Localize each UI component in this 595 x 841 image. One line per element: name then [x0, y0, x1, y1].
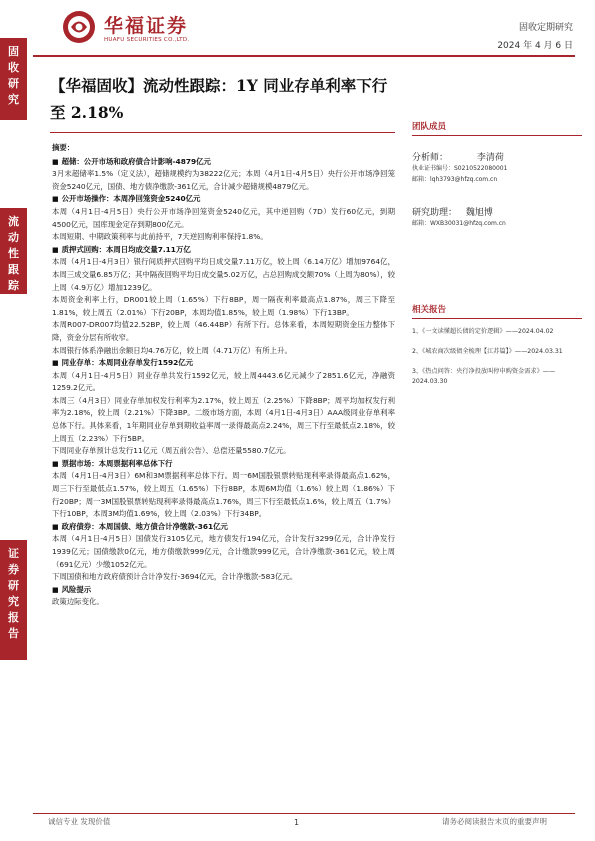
- sidebar-char: 流: [8, 215, 19, 228]
- report-date: 2024 年 4 月 6 日: [497, 41, 573, 51]
- assistant-role: 研究助理：: [412, 208, 458, 218]
- sidebar-tag-fixed-income: [0, 38, 27, 120]
- sidebar-char: 性: [8, 247, 19, 260]
- section-body: 本周（4月1日-4月3日）6M和3M票据利率总体下行。周一6M国股银票转贴现利率录得最高点1.62%，周三下行至最低点1.57%，较上周五（1.65%）下行8BP，本周6M均值（1.6%）较上周（1.86%）下行20BP；周一3M国股银票转贴现利率录得最高点1.76%，周三下行至最低点1.6%，较上周五（1.7%）下行10BP，本周3M均值1.69%，较上周（2.03%）下行34BP。: [52, 471, 395, 519]
- header-divider: [33, 55, 575, 57]
- assistant-name: 魏旭博: [465, 208, 493, 218]
- assistant-email[interactable]: 邮箱：WXB30031@hfzq.com.cn: [412, 220, 506, 227]
- bullet-icon: ■: [52, 522, 59, 531]
- section-body: 本周（4月1日-4月5日）同业存单共发行1592亿元，较上周4443.6亿元减少了2851.6亿元，净融资1259.2亿元。 本周三（4月3日）同业存单加权发行利率为2.17%，较上周五（2.25%）下降8BP；周平均加权发行利率为2.18%，较上周（2.21%）下降3BP。二级市场方面，本周（4月1日-4月3日）AAA级同业存单利率总体下行。具体来看，1年期同业存单到期收益率周一录得最高点2.24%，周三下行至最低点2.18%，较上周五（2.23%）下行5BP。 下周同业存单预计总发行11亿元（周五前公告）、总偿还量5580.7亿元。: [52, 370, 395, 456]
- right-column: [412, 120, 582, 387]
- analyst-cert: 执业证书编号：S0210522080001: [412, 165, 508, 172]
- section-heading: [52, 357, 395, 370]
- section-body: 本周（4月1日-4月5日）央行公开市场净回笼资金5240亿元，其中逆回购（7D）发行60亿元，到期4500亿元，国库现金定存到期800亿元。 本周短期、中期政策利率与此前持平，7天逆回购利率保持1.8%。: [52, 206, 395, 242]
- abstract-body: [52, 142, 395, 609]
- brand-name-cn: 华福证券: [104, 15, 189, 37]
- related-report-link[interactable]: 3、《热点问答：央行净投放叫停申购资金需求》——2024.03.30: [412, 368, 556, 385]
- sidebar-char: 究: [8, 93, 19, 106]
- logo-mark-icon: [62, 10, 96, 44]
- bullet-icon: ■: [52, 195, 59, 204]
- team-header: 团队成员: [412, 120, 582, 136]
- section-heading: [52, 244, 395, 257]
- section-heading-text: 超储：公开市场和政府债合计影响-4879亿元: [61, 156, 211, 166]
- sidebar-tag-liquidity: [0, 208, 27, 294]
- section-heading: [52, 521, 395, 534]
- section-body: 本周（4月1日-4月3日）银行间质押式回购平均日成交量7.11万亿，较上周（6.14万亿）增加9764亿，本周三成交量6.85万亿；其中隔夜回购平均日成交量5.02万亿，占总回购成交额70%（上周为80%），较上周（4.9万亿）增加1239亿。 本周资金利率上行，DR001较上周（1.65%）下行8BP，周一隔夜利率最高点1.87%，周三下降至1.81%，较上周五（2.01%）下行20BP，本周均值1.85%，较上周（1.98%）下行13BP。 本周R007-DR007均值22.52BP，较上周（46.44BP）有所下行。总体来看，本周短期资金压力整体下降，资金分层有所收窄。 本周银行体系净融出余额日均4.76万亿，较上周（4.71万亿）有所上升。: [52, 257, 395, 355]
- assistant-row: [412, 205, 582, 218]
- sidebar-char: 告: [8, 627, 19, 640]
- title-divider: [50, 132, 395, 133]
- sidebar-char: 研: [8, 579, 19, 592]
- page-title: 【华福固收】流动性跟踪：1Y 同业存单利率下行至 2.18%: [50, 76, 388, 122]
- sidebar-char: 固: [8, 45, 19, 58]
- bullet-icon: ■: [52, 359, 59, 368]
- section-heading: [52, 458, 395, 471]
- bullet-icon: ■: [52, 585, 59, 594]
- abstract-label: 摘要：: [52, 143, 75, 152]
- section-heading-text: 质押式回购：本周日均成交量7.11万亿: [61, 244, 191, 254]
- brand-logo: [62, 8, 212, 56]
- sidebar-char: 究: [8, 595, 19, 608]
- section-heading-text: 公开市场操作：本周净回笼资金5240亿元: [61, 194, 201, 204]
- section-heading-text: 同业存单：本周同业存单发行1592亿元: [61, 358, 194, 368]
- report-type: 固收定期研究: [518, 23, 573, 33]
- footer-disclaimer: 请务必阅读报告末页的重要声明: [442, 817, 547, 826]
- sidebar-char: 证: [8, 547, 19, 560]
- sidebar-char: 动: [8, 231, 19, 244]
- related-report-link[interactable]: 2、《城农商次级债全梳理【江苏篇】》——2024.03.31: [412, 348, 563, 355]
- section-heading: [52, 193, 395, 206]
- section-heading: [52, 156, 395, 169]
- bullet-icon: ■: [52, 245, 59, 254]
- footer-divider: [33, 813, 575, 814]
- section-heading-text: 政府债券：本周国债、地方债合计净缴款-361亿元: [61, 521, 228, 531]
- section-body: 政策边际变化。: [52, 597, 104, 607]
- analyst-email[interactable]: 邮箱：lqh3793@hfzq.com.cn: [412, 176, 498, 183]
- sidebar-char: 研: [8, 77, 19, 90]
- sidebar-char: 收: [8, 61, 19, 74]
- related-header: 相关报告: [412, 303, 582, 319]
- sidebar-char: 跟: [8, 263, 19, 276]
- brand-name-en: HUAFU SECURITIES CO.,LTD.: [104, 37, 190, 43]
- page-number: 1: [294, 818, 300, 827]
- footer-slogan: 诚信专业 发现价值: [48, 817, 111, 826]
- section-heading: [52, 584, 395, 597]
- sidebar-char: 券: [8, 563, 19, 576]
- related-report-link[interactable]: 1、《一文读懂超长债的定价逻辑》——2024.04.02: [412, 328, 554, 335]
- section-heading-text: 票据市场：本周票据利率总体下行: [61, 458, 173, 468]
- analyst-name: 李清荷: [476, 153, 504, 163]
- sidebar-char: 踪: [8, 279, 19, 292]
- section-body: 3月末超储率1.5%（定义法），超储规模约为38222亿元；本周（4月1日-4月5日）央行公开市场净回笼资金5240亿元，国债、地方债净缴款-361亿元，合计减少超储规模4879亿元。: [52, 169, 395, 191]
- bullet-icon: ■: [52, 459, 59, 468]
- analyst-role: 分析师：: [412, 153, 449, 163]
- sidebar-char: 报: [8, 611, 19, 624]
- bullet-icon: ■: [52, 157, 59, 166]
- section-body: 本周（4月1日-4月5日）国债发行3105亿元，地方债发行194亿元，合计发行3299亿元，合计净发行1939亿元；国债缴款0亿元，地方债缴款999亿元，合计缴款999亿元，合计净缴款-361亿元，较上周（691亿元）少缴1052亿元。 下周国债和地方政府债预计合计净发行-3694亿元，合计净缴款-583亿元。: [52, 534, 395, 582]
- sidebar-tag-report: [0, 540, 27, 660]
- analyst-row: [412, 150, 582, 163]
- section-heading-text: 风险提示: [61, 584, 92, 594]
